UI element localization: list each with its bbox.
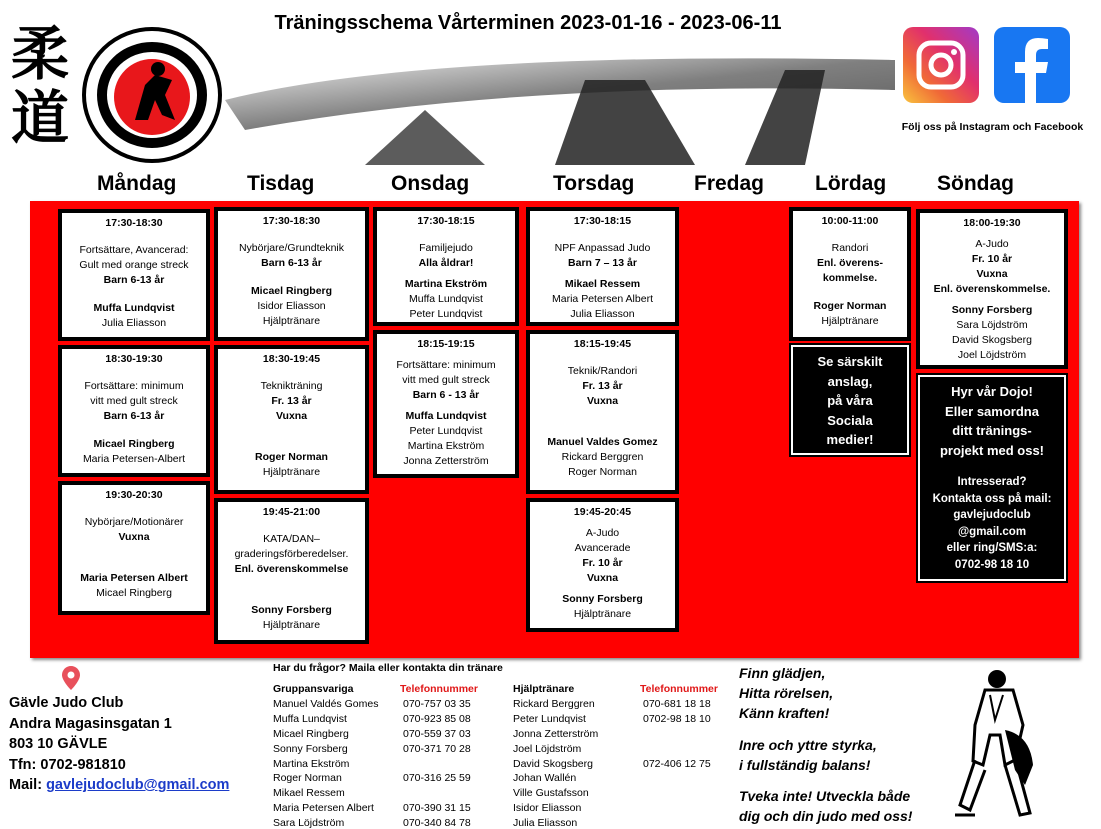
session-lead-trainer: Muffa Lundqvist [93, 302, 175, 314]
notice-line: medier! [826, 432, 874, 447]
session-time: 19:45-21:00 [262, 506, 321, 518]
session-trainer: Hjälptränare [262, 315, 321, 327]
assistant-name: Rickard Berggren [513, 697, 595, 710]
leader-phone: 070-340 84 78 [403, 817, 471, 829]
leader-name: Muffa Lundqvist [273, 712, 347, 725]
session-time: 18:30-19:45 [262, 353, 321, 365]
notice-line: gavlejudoclub [953, 509, 1031, 521]
session-trainer: Micael Ringberg [96, 587, 172, 599]
day-friday: Fredag [694, 172, 765, 195]
motto-block-3 [739, 786, 912, 826]
session-group: Alla åldrar! [418, 257, 474, 269]
assistant-name: David Skogsberg [513, 757, 593, 770]
location-pin-icon [62, 666, 80, 690]
session-time: 18:30-19:30 [105, 353, 163, 365]
session-group: Enl. överenskommelse [234, 563, 349, 575]
session-desc: Teknikträning [260, 380, 323, 392]
club-mail [9, 775, 229, 796]
session-lead-trainer: Muffa Lundqvist [405, 410, 487, 422]
facebook-icon[interactable] [994, 27, 1070, 103]
session-desc: Teknik/Randori [567, 365, 638, 377]
follow-us-text: Följ oss på Instagram och Facebook [901, 121, 1084, 133]
club-name: Gävle Judo Club [9, 695, 124, 711]
leader-phone [403, 786, 478, 801]
assistant-phone: 072-406 12 75 [643, 757, 711, 770]
motto-line: Hitta rörelsen, [739, 685, 834, 701]
leader-phone: 070-316 25 59 [403, 772, 471, 785]
session-group: Barn 6-13 år [103, 274, 165, 286]
session-time: 19:30-20:30 [105, 489, 163, 501]
session-time: 17:30-18:30 [105, 217, 163, 229]
phone-header: Telefonnummer [400, 683, 478, 695]
session-group: Barn 6-13 år [261, 257, 322, 269]
session-desc: Nybörjare/Grundteknik [238, 242, 345, 254]
assistant-name: Joel Löjdström [513, 742, 582, 755]
session-group: Fr. 10 år [582, 557, 623, 569]
session-trainer: David Skogsberg [952, 334, 1032, 346]
session-group: Enl. överens- [817, 257, 883, 269]
session-trainer: Julia Eliasson [570, 308, 635, 320]
session-group: Barn 6-13 år [103, 410, 165, 422]
phone-header: Telefonnummer [640, 683, 718, 695]
gavle-judo-club-logo [80, 25, 225, 165]
session-trainer: Julia Eliasson [101, 317, 167, 329]
session-group: Fr. 10 år [971, 253, 1013, 265]
session-group: Barn 7 – 13 år [568, 257, 637, 269]
day-wednesday: Onsdag [391, 172, 470, 195]
motto-block-2 [739, 735, 877, 775]
session-trainer: Isidor Eliasson [257, 300, 326, 312]
session-trainer: Martina Ekström [407, 440, 485, 452]
assistant-phone [643, 742, 718, 757]
motto-line: Inre och yttre styrka, [739, 737, 877, 753]
session-lead-trainer: Micael Ringberg [93, 438, 175, 450]
session-desc: Fortsättare, Avancerad: [79, 244, 189, 256]
assistant-phone [643, 727, 718, 742]
session-time: 17:30-18:15 [573, 215, 632, 227]
motto-block-1 [739, 663, 833, 723]
session-trainer: Jonna Zetterström [403, 455, 489, 467]
session-desc: NPF Anpassad Judo [554, 242, 651, 254]
questions-heading: Har du frågor? Maila eller kontakta din tränare [273, 662, 503, 674]
session-trainer: Hjälptränare [262, 466, 321, 478]
notice-line: 0702-98 18 10 [954, 558, 1030, 571]
leader-name: Sara Löjdström [273, 817, 345, 829]
session-time: 18:00-19:30 [963, 217, 1021, 229]
session-trainer: Hjälptränare [262, 619, 321, 631]
notice-line: Hyr vår Dojo! [951, 384, 1033, 399]
leader-phone: 070-390 31 15 [403, 802, 471, 815]
session-card [58, 481, 210, 615]
leaders-phone-column [400, 682, 478, 829]
session-lead-trainer: Roger Norman [255, 451, 328, 463]
session-desc: A-Judo [975, 238, 1009, 250]
assistants-phone-column [640, 682, 718, 771]
decorative-swoosh [225, 40, 895, 165]
session-trainer: Roger Norman [568, 466, 637, 478]
session-group: Vuxna [275, 410, 308, 422]
notice-line: Kontakta oss på mail: [932, 492, 1052, 505]
club-street: Andra Magasinsgatan 1 [9, 715, 172, 732]
session-lead-trainer: Martina Ekström [404, 278, 488, 290]
session-desc: Familjejudo [419, 242, 473, 254]
assistant-name: Peter Lundqvist [513, 712, 586, 725]
page-title: Träningsschema Vårterminen 2023-01-16 - 2023-06-11 [274, 12, 782, 34]
assistant-name: Johan Wallén [513, 772, 577, 785]
notice-line: @gmail.com [957, 525, 1027, 538]
leader-name: Manuel Valdés Gomes [273, 697, 379, 710]
session-trainer: Rickard Berggren [561, 451, 644, 463]
session-desc: Nybörjare/Motionärer [84, 516, 184, 528]
session-group: kommelse. [822, 272, 878, 284]
session-trainer: Joel Löjdström [957, 349, 1027, 361]
session-card [58, 345, 210, 477]
leaders-header: Gruppansvariga [273, 683, 354, 695]
judo-throw-illustration [945, 665, 1040, 825]
assistant-name: Isidor Eliasson [513, 802, 582, 815]
session-trainer: Hjälptränare [573, 608, 632, 620]
session-lead-trainer: Sonny Forsberg [251, 604, 332, 616]
assistant-name: Julia Eliasson [513, 817, 578, 829]
session-lead-trainer: Mikael Ressem [564, 278, 641, 290]
session-group: Vuxna [586, 572, 619, 584]
session-group: Vuxna [586, 395, 619, 407]
session-lead-trainer: Sonny Forsberg [951, 304, 1033, 316]
session-desc: graderingsförberedelser. [234, 548, 349, 560]
leader-name: Sonny Forsberg [273, 742, 348, 755]
day-monday: Måndag [97, 172, 177, 195]
session-desc: Avancerade [574, 542, 631, 554]
session-card [214, 207, 369, 341]
session-group: Enl. överenskommelse. [933, 283, 1051, 295]
day-sunday: Söndag [937, 172, 1014, 195]
session-card [789, 207, 911, 341]
motto-line: dig och din judo med oss! [739, 808, 913, 824]
session-lead-trainer: Sonny Forsberg [562, 593, 643, 605]
session-lead-trainer: Maria Petersen Albert [80, 572, 188, 584]
session-card [58, 209, 210, 341]
session-group: Fr. 13 år [271, 395, 312, 407]
session-card [373, 207, 519, 326]
leader-phone: 070-559 37 03 [403, 727, 471, 740]
leader-phone: 070-371 70 28 [403, 742, 471, 755]
session-trainer: Sara Löjdström [956, 319, 1028, 331]
session-trainer: Hjälptränare [821, 315, 879, 327]
motto-line: i fullständig balans! [739, 757, 871, 773]
assistant-phone: 0702-98 18 10 [643, 712, 711, 725]
session-trainer: Peter Lundqvist [409, 308, 483, 320]
session-card [526, 498, 679, 632]
notice-line: Eller samordna [945, 403, 1039, 419]
notice-line: Intresserad? [957, 476, 1027, 488]
assistant-phone: 070-681 18 18 [643, 697, 711, 710]
session-lead-trainer: Manuel Valdes Gomez [547, 436, 658, 448]
leader-name: Mikael Ressem [273, 787, 345, 800]
session-card [916, 209, 1068, 369]
session-trainer: Maria Petersen-Albert [82, 453, 186, 465]
assistants-column [513, 682, 598, 829]
leader-name: Roger Norman [273, 772, 342, 785]
leaders-column [273, 682, 378, 829]
session-card [214, 498, 369, 644]
session-group: Vuxna [976, 268, 1008, 280]
session-group: Barn 6 - 13 år [412, 389, 480, 401]
session-time: 10:00-11:00 [821, 215, 879, 227]
day-tuesday: Tisdag [247, 172, 315, 195]
session-desc: Fortsättare: minimum [84, 380, 184, 392]
leader-phone [403, 757, 478, 772]
kanji-ju: 柔 [10, 20, 69, 88]
session-group: Fr. 13 år [582, 380, 623, 392]
assistants-header: Hjälptränare [513, 683, 575, 695]
leader-phone: 070-923 85 08 [403, 712, 471, 725]
notice-line: Sociala [827, 412, 873, 428]
leader-name: Micael Ringberg [273, 727, 349, 740]
session-time: 17:30-18:15 [417, 215, 475, 227]
session-time: 18:15-19:15 [417, 338, 475, 350]
session-trainer: Muffa Lundqvist [409, 293, 483, 305]
session-desc: Randori [831, 242, 869, 254]
assistant-name: Jonna Zetterström [513, 727, 599, 740]
motto-line: Känn kraften! [739, 705, 830, 721]
notice-line: eller ring/SMS:a: [946, 542, 1038, 554]
session-time: 19:45-20:45 [573, 506, 632, 518]
day-saturday: Lördag [815, 172, 887, 195]
assistant-name: Ville Gustafsson [513, 787, 589, 800]
session-time: 18:15-19:45 [573, 338, 632, 350]
session-desc: A-Judo [585, 527, 620, 539]
notice-line: Se särskilt [817, 354, 883, 369]
session-card [526, 207, 679, 326]
notice-line: projekt med oss! [939, 442, 1045, 458]
sunday-dojo-notice [918, 375, 1066, 581]
notice-line: på våra [827, 393, 873, 408]
email-link[interactable]: gavlejudoclub@gmail.com [46, 777, 230, 793]
leader-name: Martina Ekström [273, 757, 350, 770]
leader-name: Maria Petersen Albert [273, 802, 374, 815]
club-postal: 803 10 GÄVLE [9, 736, 108, 752]
session-time: 17:30-18:30 [262, 215, 321, 227]
session-trainer: Peter Lundqvist [409, 425, 483, 437]
session-desc: vitt med gult streck [90, 395, 178, 407]
club-phone: Tfn: 0702-981810 [9, 756, 126, 773]
session-card [373, 330, 519, 478]
instagram-icon[interactable] [903, 27, 979, 103]
club-address [9, 693, 229, 796]
session-lead-trainer: Roger Norman [813, 300, 887, 312]
mail-label: Mail: [9, 777, 47, 793]
notice-line: ditt tränings- [952, 423, 1032, 438]
session-card [214, 345, 369, 494]
motto-line: Finn glädjen, [739, 665, 826, 681]
session-desc: Gult med orange streck [79, 259, 189, 271]
notice-line: anslag, [827, 373, 873, 389]
day-thursday: Torsdag [553, 172, 635, 195]
session-lead-trainer: Micael Ringberg [250, 285, 333, 297]
leader-phone: 070-757 03 35 [403, 697, 471, 710]
kanji-do: 道 [10, 84, 69, 152]
session-desc: KATA/DAN– [263, 533, 320, 545]
session-desc: Fortsättare: minimum [396, 359, 496, 371]
session-trainer: Maria Petersen Albert [552, 293, 653, 305]
session-card [526, 330, 679, 494]
judo-kanji [8, 22, 72, 150]
session-group: Vuxna [118, 531, 150, 543]
session-desc: vitt med gult streck [402, 374, 490, 386]
motto-line: Tveka inte! Utveckla både [739, 788, 911, 804]
saturday-notice [791, 345, 909, 455]
